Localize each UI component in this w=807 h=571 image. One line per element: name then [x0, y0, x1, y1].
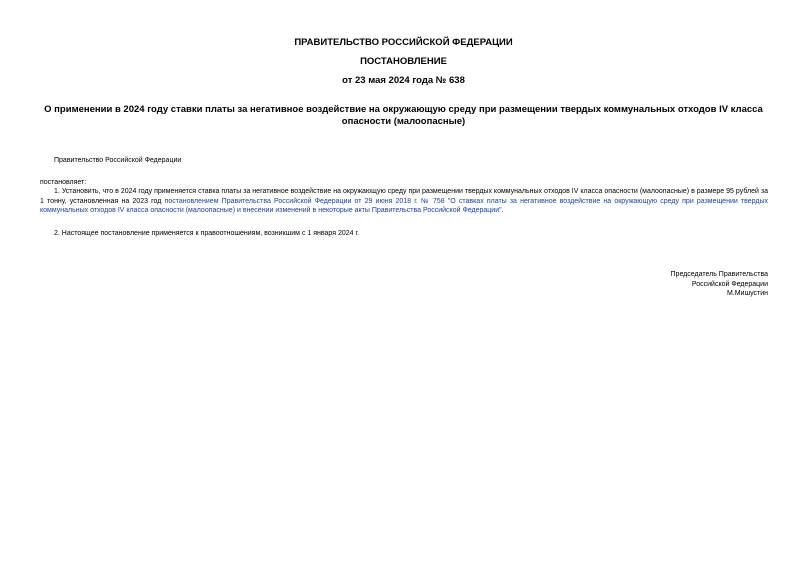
- doc-type-heading: ПОСТАНОВЛЕНИЕ: [360, 56, 447, 67]
- date-number-heading: от 23 мая 2024 года № 638: [342, 75, 465, 86]
- resolves-line: постановляет:: [40, 179, 87, 186]
- paragraph-1: [40, 187, 768, 216]
- signature-position: Председатель Правительства: [670, 271, 768, 278]
- paragraph-1-text: 1. Установить, что в 2024 году применяется ставка платы за негативное воздействие на окружающую среду при размещении твердых коммунальных отходов IV класса опасности (малоопасные) в размере 95 рублей за 1 тонну, установленная на 2023 год: [40, 188, 768, 205]
- document-title: О применении в 2024 году ставки платы за негативное воздействие на окружающую среду при размещении твердых коммунальных отходов IV класса опасности (малоопасные): [44, 104, 763, 127]
- decree-758-link[interactable]: постановлением Правительства Российской Федерации от 29 июня 2018 г. № 758 "О ставках платы за негативное воздействие на окружающую среду при размещении твердых коммунальных отходов IV класса опасности (малоопасные) и внесении изменений в некоторые акты Правительства Российской Федерации": [40, 197, 769, 214]
- paragraph-1-end: .: [501, 207, 504, 214]
- government-line: Правительство Российской Федерации: [54, 157, 182, 164]
- signature-block: [568, 270, 768, 299]
- signature-organization: Российской Федерации: [691, 280, 768, 288]
- signature-name: М.Мишустин: [726, 290, 768, 297]
- government-heading: ПРАВИТЕЛЬСТВО РОССИЙСКОЙ ФЕДЕРАЦИИ: [294, 37, 513, 48]
- paragraph-2: 2. Настоящее постановление применяется к правоотношениям, возникшим с 1 января 2024 г.: [54, 230, 360, 237]
